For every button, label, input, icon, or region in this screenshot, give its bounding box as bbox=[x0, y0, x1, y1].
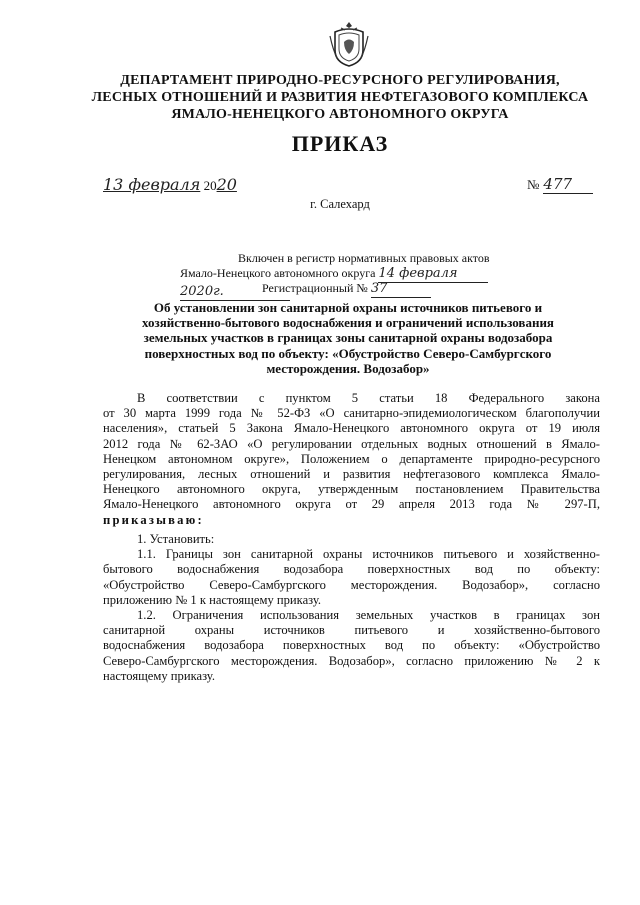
department-name-line: ЛЕСНЫХ ОТНОШЕНИЙ И РАЗВИТИЯ НЕФТЕГАЗОВОГО КОМПЛЕКСА bbox=[91, 90, 589, 105]
handwritten-registry-date: 14 февраля bbox=[378, 266, 488, 283]
handwritten-date: 13 февраля bbox=[103, 175, 201, 194]
subject-line: Об установлении зон санитарной охраны источников питьевого и bbox=[153, 300, 543, 315]
paragraph-line: В соответствии с пунктом 5 статьи 18 Федерального закона bbox=[137, 391, 600, 405]
subject-line: поверхностных вод по объекту: «Обустройство Северо-Самбургского bbox=[144, 345, 552, 361]
department-name-line: ДЕПАРТАМЕНТ ПРИРОДНО-РЕСУРСНОГО РЕГУЛИРОВАНИЯ, bbox=[120, 73, 560, 88]
paragraph-line: Ямало-Ненецкого автономного округа от 29 апреля 2013 года № 297-П, bbox=[103, 497, 600, 512]
paragraph-line: населения», статьей 5 Закона Ямало-Ненецкого автономного округа от 19 июля bbox=[103, 421, 600, 436]
item-line: 1.2. Ограничения использования земельных участков в границах зон bbox=[137, 608, 600, 623]
registry-stamp-line: Включен в регистр нормативных правовых актов bbox=[238, 251, 490, 265]
city: г. Салехард bbox=[310, 197, 370, 211]
paragraph-line: 2012 года № 62-ЗАО «О регулировании отдельных водных отношений в Ямало- bbox=[103, 436, 600, 451]
item-line: водоснабжения водозабора поверхностных вод по объекту: «Обустройство bbox=[103, 638, 600, 653]
item-heading: 1. Установить: bbox=[137, 532, 215, 546]
item-line: приложению № 1 к настоящему приказу. bbox=[103, 592, 322, 607]
paragraph-line: от 30 марта 1999 года № 52-ФЗ «О санитарно-эпидемиологическом благополучии bbox=[103, 406, 600, 421]
subject-line: земельных участков в границах зоны санитарной охраны водозабора bbox=[143, 330, 553, 346]
document-title: ПРИКАЗ bbox=[291, 131, 389, 156]
preamble-paragraph bbox=[103, 391, 600, 528]
item-line: бытового водоснабжения водозабора поверхностных вод по объекту: bbox=[103, 562, 600, 577]
department-name-line: ЯМАЛО-НЕНЕЦКОГО АВТОНОМНОГО ОКРУГА bbox=[171, 107, 509, 122]
number-label: № bbox=[527, 177, 540, 192]
order-number bbox=[527, 175, 593, 194]
subject-line: хозяйственно-бытового водоснабжения и ограничений использования bbox=[142, 315, 554, 331]
year-printed: 20 bbox=[203, 178, 217, 193]
registry-region: Ямало-Ненецкого автономного округа bbox=[180, 266, 376, 280]
paragraph-line: регулирования, лесных отношений и развития нефтегазового комплекса Ямало- bbox=[103, 467, 600, 482]
order-subject bbox=[128, 300, 568, 376]
order-date bbox=[103, 175, 237, 194]
subject-line: месторождения. Водозабор» bbox=[266, 360, 430, 376]
coat-of-arms-emblem bbox=[327, 20, 371, 68]
registry-number-label: Регистрационный № bbox=[262, 281, 368, 295]
item-line: настоящему приказу. bbox=[103, 668, 215, 683]
order-items bbox=[103, 532, 600, 684]
handwritten-registry-number: 37 bbox=[371, 281, 431, 298]
item-line: Северо-Самбургского месторождения. Водозабор», согласно приложению № 2 к bbox=[103, 653, 600, 668]
handwritten-year: 20 bbox=[216, 175, 237, 194]
item-line: 1.1. Границы зон санитарной охраны источников питьевого и хозяйственно- bbox=[137, 547, 600, 562]
handwritten-number: 477 bbox=[543, 175, 593, 194]
handwritten-registry-year: 2020г. bbox=[180, 284, 290, 301]
item-line: санитарной охраны источников питьевого и хозяйственно-бытового bbox=[103, 623, 600, 638]
paragraph-line: Ненецком автономном округе», Положением о департаменте природно-ресурсного bbox=[103, 451, 600, 466]
paragraph-line: Ненецкого автономного округа, утвержденным постановлением Правительства bbox=[103, 482, 600, 497]
registry-number-line bbox=[262, 280, 640, 298]
order-word: приказываю: bbox=[103, 512, 204, 527]
item-line: «Обустройство Северо-Самбургского месторождения. Водозабор», согласно bbox=[103, 577, 600, 592]
